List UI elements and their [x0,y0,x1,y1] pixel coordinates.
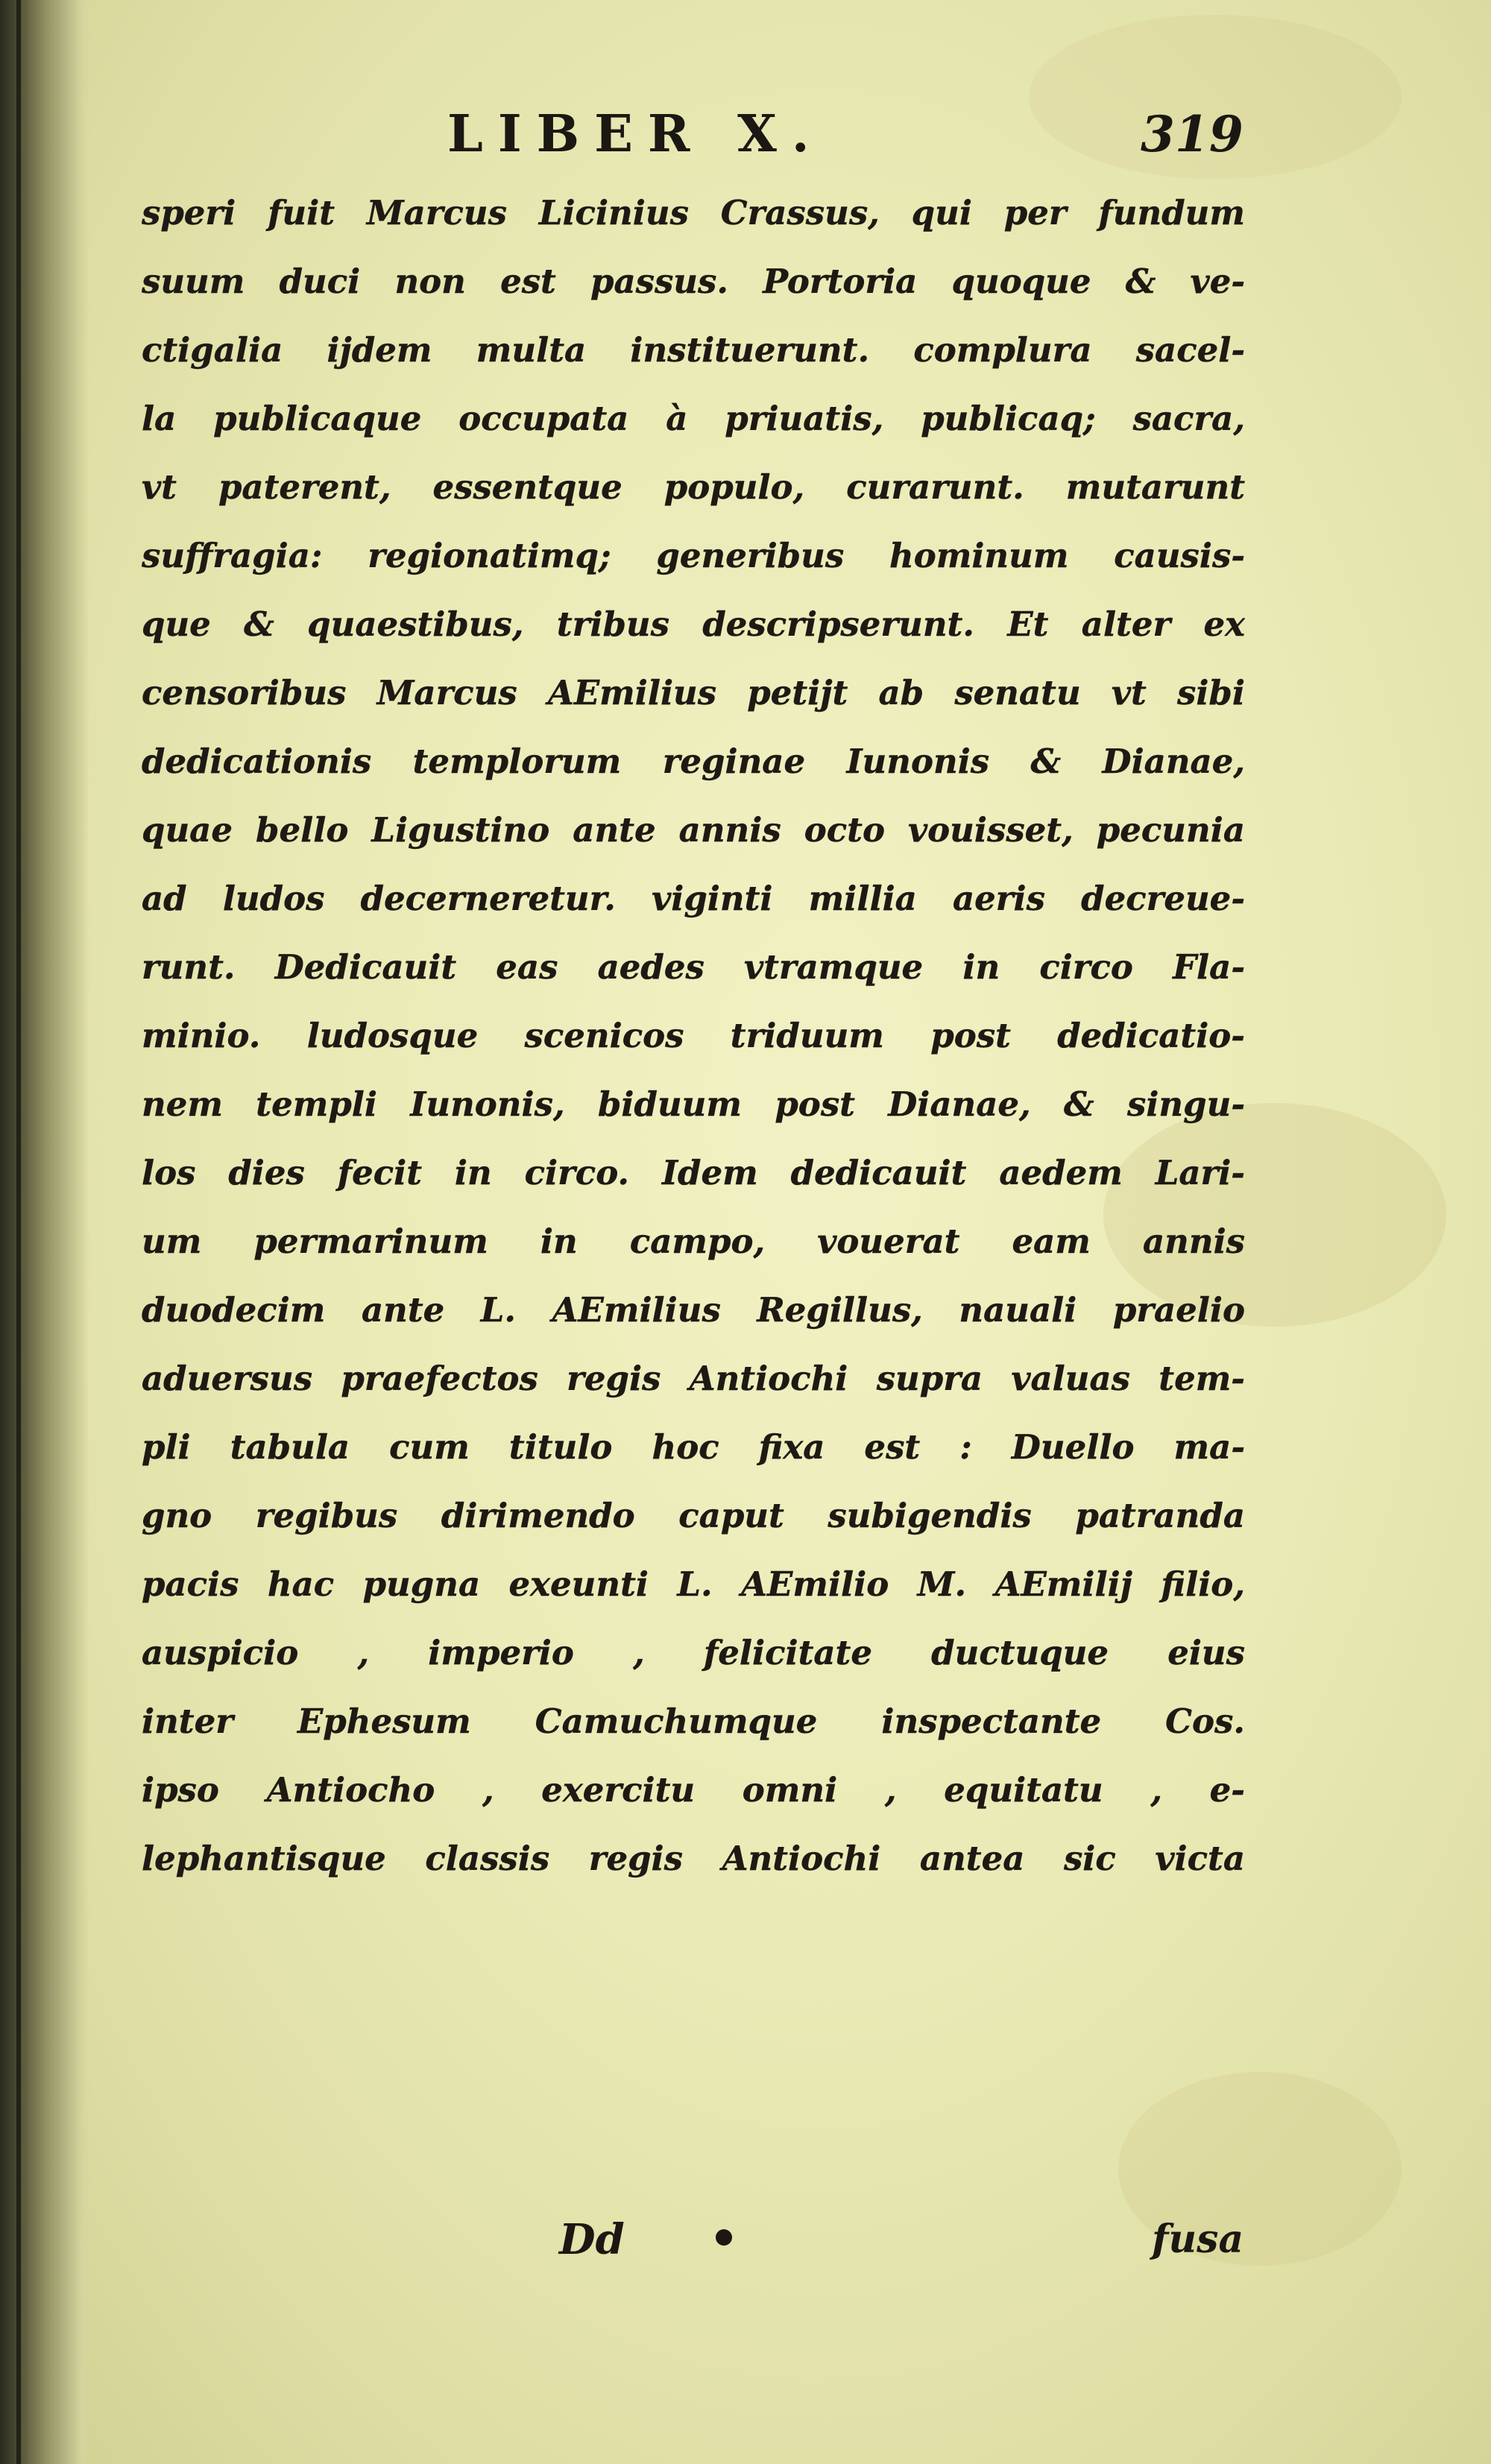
text-line: pacis hac pugna exeunti L. AEmilio M. AEmilij filio, [142,1564,1245,1604]
text-line: speri fuit Marcus Licinius Crassus, qui per fundum [142,193,1245,233]
running-title: LIBER X. [447,104,825,164]
text-line: dedicationis templorum reginae Iunonis & Dianae, [142,742,1245,781]
text-line: minio. ludosque scenicos triduum post dedicatio- [142,1016,1245,1055]
text-line: vt paterent, essentque populo, curarunt. mutarunt [142,467,1245,507]
text-line: suffragia: regionatimq; generibus hominum causis- [142,536,1245,575]
text-line: ipso Antiocho , exercitu omni , equitatu , e- [142,1770,1245,1810]
catchword: fusa [1152,2217,1244,2262]
text-line: auspicio , imperio , felicitate ductuque eius [142,1633,1245,1672]
text-line: gno regibus dirimendo caput subigendis patranda [142,1496,1245,1535]
page-header [0,104,1491,171]
binding-edge [0,0,89,2464]
binding-gutter-line [16,0,21,2464]
text-line: quae bello Ligustino ante annis octo vouisset, pecunia [142,810,1245,850]
body-text [142,179,1245,1893]
text-line: um permarinum in campo, vouerat eam annis [142,1222,1245,1261]
text-line: censoribus Marcus AEmilius petijt ab senatu vt sibi [142,673,1245,713]
signature-mark: Dd [559,2215,625,2264]
page-number: 319 [1141,105,1243,163]
text-line: duodecim ante L. AEmilius Regillus, nauali praelio [142,1290,1245,1330]
text-line: que & quaestibus, tribus descripserunt. Et alter ex [142,604,1245,644]
text-line: la publicaque occupata à priuatis, publicaq; sacra, [142,399,1245,438]
text-line: pli tabula cum titulo hoc fixa est : Duello ma- [142,1427,1245,1467]
text-line: aduersus praefectos regis Antiochi supra valuas tem- [142,1359,1245,1398]
page-footer [0,2210,1491,2269]
text-line: los dies fecit in circo. Idem dedicauit aedem Lari- [142,1153,1245,1192]
text-line: nem templi Iunonis, biduum post Dianae, & singu- [142,1084,1245,1124]
text-line: lephantisque classis regis Antiochi antea sic victa [142,1839,1245,1878]
text-line: suum duci non est passus. Portoria quoque & ve- [142,262,1245,301]
text-line: ctigalia ijdem multa instituerunt. complura sacel- [142,330,1245,370]
text-line: inter Ephesum Camuchumque inspectante Cos. [142,1702,1245,1741]
text-line: runt. Dedicauit eas aedes vtramque in circo Fla- [142,947,1245,987]
text-line: ad ludos decerneretur. viginti millia aeris decreue- [142,879,1245,918]
signature-dot [716,2229,732,2246]
